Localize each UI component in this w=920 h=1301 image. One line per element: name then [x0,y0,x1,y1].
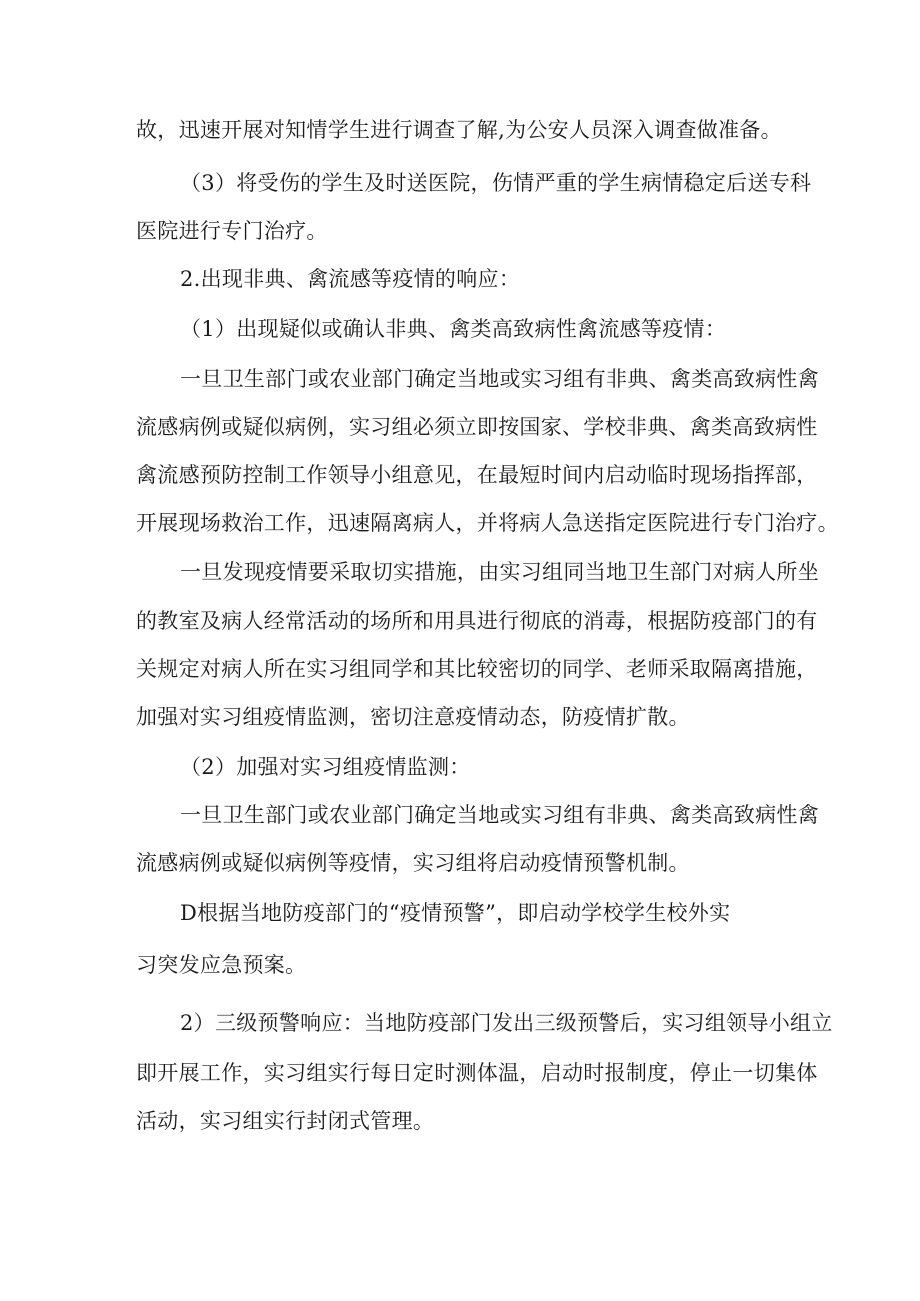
text-line: 习突发应急预案。 [136,953,307,977]
text-line: 加强对实习组疫情监测，密切注意疫情动态，防疫情扩散。 [136,705,690,729]
text-line: 关规定对病人所在实习组同学和其比较密切的同学、老师采取隔离措施， [136,657,818,681]
text-line: 即开展工作，实习组实行每日定时测体温，启动时报制度，停止一切集体 [136,1061,818,1085]
text-line: 流感病例或疑似病例等疫情，实习组将启动疫情预警机制。 [136,851,690,875]
text-line: 流感病例或疑似病例，实习组必须立即按国家、学校非典、禽类高致病性 [136,415,818,439]
text-line: 的教室及病人经常活动的场所和用具进行彻底的消毒，根据防疫部门的有 [136,609,818,633]
text-line: （3）将受伤的学生及时送医院，伤情严重的学生病情稳定后送专科 [180,171,812,195]
text-line: D根据当地防疫部门的“疫情预警”，即启动学校学生校外实 [180,901,731,925]
subsection-heading: （2）加强对实习组疫情监测： [180,755,471,779]
text-line: 一旦卫生部门或农业部门确定当地或实习组有非典、禽类高致病性禽 [180,803,819,827]
section-heading: 2.出现非典、禽流感等疫情的响应： [180,267,521,291]
text-line: 医院进行专门治疗。 [136,219,328,243]
subsection-heading: （1）出现疑似或确认非典、禽类高致病性禽流感等疫情： [180,317,727,341]
text-line: 一旦发现疫情要采取切实措施，由实习组同当地卫生部门对病人所坐 [180,560,819,584]
text-line: 开展现场救治工作，迅速隔离病人，并将病人急送指定医院进行专门治疗。 [136,511,839,535]
text-line: 2）三级预警响应：当地防疫部门发出三级预警后，实习组领导小组立 [180,1011,833,1035]
text-line: 禽流感预防控制工作领导小组意见，在最短时间内启动临时现场指挥部， [136,463,818,487]
text-line: 一旦卫生部门或农业部门确定当地或实习组有非典、禽类高致病性禽 [180,367,819,391]
text-line: 活动，实习组实行封闭式管理。 [136,1109,435,1133]
text-line: 故，迅速开展对知情学生进行调查了解,为公安人员深入调查做准备。 [136,118,782,142]
